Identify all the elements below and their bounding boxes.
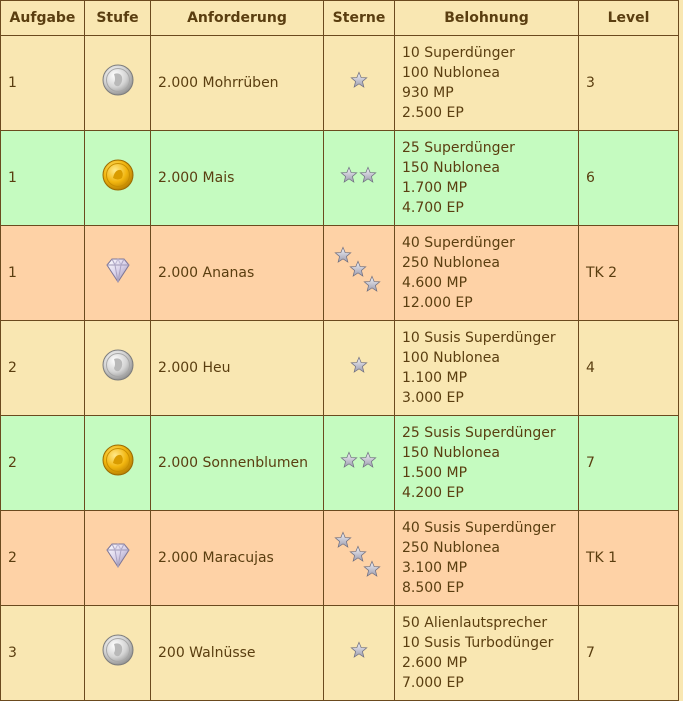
cell-belohnung xyxy=(395,511,579,606)
reward-line: 7.000 EP xyxy=(402,675,464,691)
header-belohnung: Belohnung xyxy=(395,1,579,36)
reward-line: 1.100 MP xyxy=(402,370,468,386)
reward-line: 1.700 MP xyxy=(402,180,468,196)
star-rating xyxy=(340,451,378,469)
header-sterne: Sterne xyxy=(324,1,395,36)
cell-belohnung xyxy=(395,606,579,701)
star-icon xyxy=(340,166,358,184)
gold-coin-icon xyxy=(101,158,135,198)
cell-aufgabe: 1 xyxy=(1,36,85,131)
reward-line: 10 Superdünger xyxy=(402,45,515,61)
reward-line: 100 Nublonea xyxy=(402,350,500,366)
star-icon xyxy=(359,451,377,469)
cell-sterne xyxy=(324,36,395,131)
cell-level: 3 xyxy=(579,36,679,131)
cell-stufe xyxy=(85,416,151,511)
cell-anforderung: 200 Walnüsse xyxy=(151,606,324,701)
reward-line: 150 Nublonea xyxy=(402,445,500,461)
cell-anforderung: 2.000 Maracujas xyxy=(151,511,324,606)
cell-aufgabe: 2 xyxy=(1,321,85,416)
cell-sterne xyxy=(324,606,395,701)
table-row xyxy=(1,226,679,321)
reward-line: 150 Nublonea xyxy=(402,160,500,176)
reward-line: 250 Nublonea xyxy=(402,540,500,556)
cell-belohnung xyxy=(395,36,579,131)
reward-line: 10 Susis Turbodünger xyxy=(402,635,554,651)
star-icon xyxy=(350,71,368,89)
reward-line: 930 MP xyxy=(402,85,454,101)
cell-stufe xyxy=(85,226,151,321)
star-icon xyxy=(350,641,368,659)
cell-stufe xyxy=(85,606,151,701)
cell-belohnung xyxy=(395,226,579,321)
star-rating xyxy=(340,166,378,184)
silver-coin-icon xyxy=(101,348,135,388)
silver-coin-icon xyxy=(101,633,135,673)
table-row xyxy=(1,131,679,226)
star-icon xyxy=(359,166,377,184)
cell-stufe xyxy=(85,511,151,606)
cell-belohnung xyxy=(395,321,579,416)
reward-line: 100 Nublonea xyxy=(402,65,500,81)
star-icon xyxy=(363,560,381,578)
cell-stufe xyxy=(85,131,151,226)
star-rating xyxy=(350,641,368,659)
header-aufgabe: Aufgabe xyxy=(1,1,85,36)
reward-line: 10 Susis Superdünger xyxy=(402,330,556,346)
cell-stufe xyxy=(85,321,151,416)
cell-sterne xyxy=(324,511,395,606)
gold-coin-icon xyxy=(101,443,135,483)
cell-level: TK 2 xyxy=(579,226,679,321)
header-level: Level xyxy=(579,1,679,36)
cell-anforderung: 2.000 Ananas xyxy=(151,226,324,321)
cell-sterne xyxy=(324,416,395,511)
cell-aufgabe: 1 xyxy=(1,131,85,226)
reward-line: 2.600 MP xyxy=(402,655,468,671)
silver-coin-icon xyxy=(101,63,135,103)
cell-belohnung xyxy=(395,416,579,511)
cell-level: TK 1 xyxy=(579,511,679,606)
cell-level: 7 xyxy=(579,416,679,511)
reward-line: 25 Superdünger xyxy=(402,140,515,156)
cell-aufgabe: 3 xyxy=(1,606,85,701)
cell-anforderung: 2.000 Mais xyxy=(151,131,324,226)
reward-line: 8.500 EP xyxy=(402,580,464,596)
diamond-icon xyxy=(101,538,135,578)
reward-line: 4.700 EP xyxy=(402,200,464,216)
reward-line: 25 Susis Superdünger xyxy=(402,425,556,441)
reward-line: 2.500 EP xyxy=(402,105,464,121)
cell-anforderung: 2.000 Sonnenblumen xyxy=(151,416,324,511)
reward-line: 250 Nublonea xyxy=(402,255,500,271)
cell-stufe xyxy=(85,36,151,131)
cell-aufgabe: 1 xyxy=(1,226,85,321)
reward-line: 3.100 MP xyxy=(402,560,468,576)
table-row xyxy=(1,416,679,511)
star-rating xyxy=(334,246,384,294)
reward-line: 40 Susis Superdünger xyxy=(402,520,556,536)
reward-line: 50 Alienlautsprecher xyxy=(402,615,548,631)
cell-aufgabe: 2 xyxy=(1,511,85,606)
header-row xyxy=(1,1,679,36)
reward-line: 4.200 EP xyxy=(402,485,464,501)
header-stufe: Stufe xyxy=(85,1,151,36)
table-row xyxy=(1,36,679,131)
cell-level: 7 xyxy=(579,606,679,701)
reward-line: 3.000 EP xyxy=(402,390,464,406)
cell-belohnung xyxy=(395,131,579,226)
star-icon xyxy=(363,275,381,293)
cell-sterne xyxy=(324,131,395,226)
star-icon xyxy=(350,356,368,374)
table-row xyxy=(1,321,679,416)
cell-anforderung: 2.000 Heu xyxy=(151,321,324,416)
header-anforderung: Anforderung xyxy=(151,1,324,36)
reward-line: 1.500 MP xyxy=(402,465,468,481)
star-rating xyxy=(350,356,368,374)
star-icon xyxy=(340,451,358,469)
table-row xyxy=(1,606,679,701)
reward-line: 40 Superdünger xyxy=(402,235,515,251)
quest-table-body xyxy=(1,36,679,701)
cell-aufgabe: 2 xyxy=(1,416,85,511)
cell-level: 6 xyxy=(579,131,679,226)
diamond-icon xyxy=(101,253,135,293)
cell-sterne xyxy=(324,321,395,416)
cell-sterne xyxy=(324,226,395,321)
star-rating xyxy=(334,531,384,579)
star-rating xyxy=(350,71,368,89)
table-row xyxy=(1,511,679,606)
cell-level: 4 xyxy=(579,321,679,416)
reward-line: 4.600 MP xyxy=(402,275,468,291)
reward-line: 12.000 EP xyxy=(402,295,473,311)
cell-anforderung: 2.000 Mohrrüben xyxy=(151,36,324,131)
